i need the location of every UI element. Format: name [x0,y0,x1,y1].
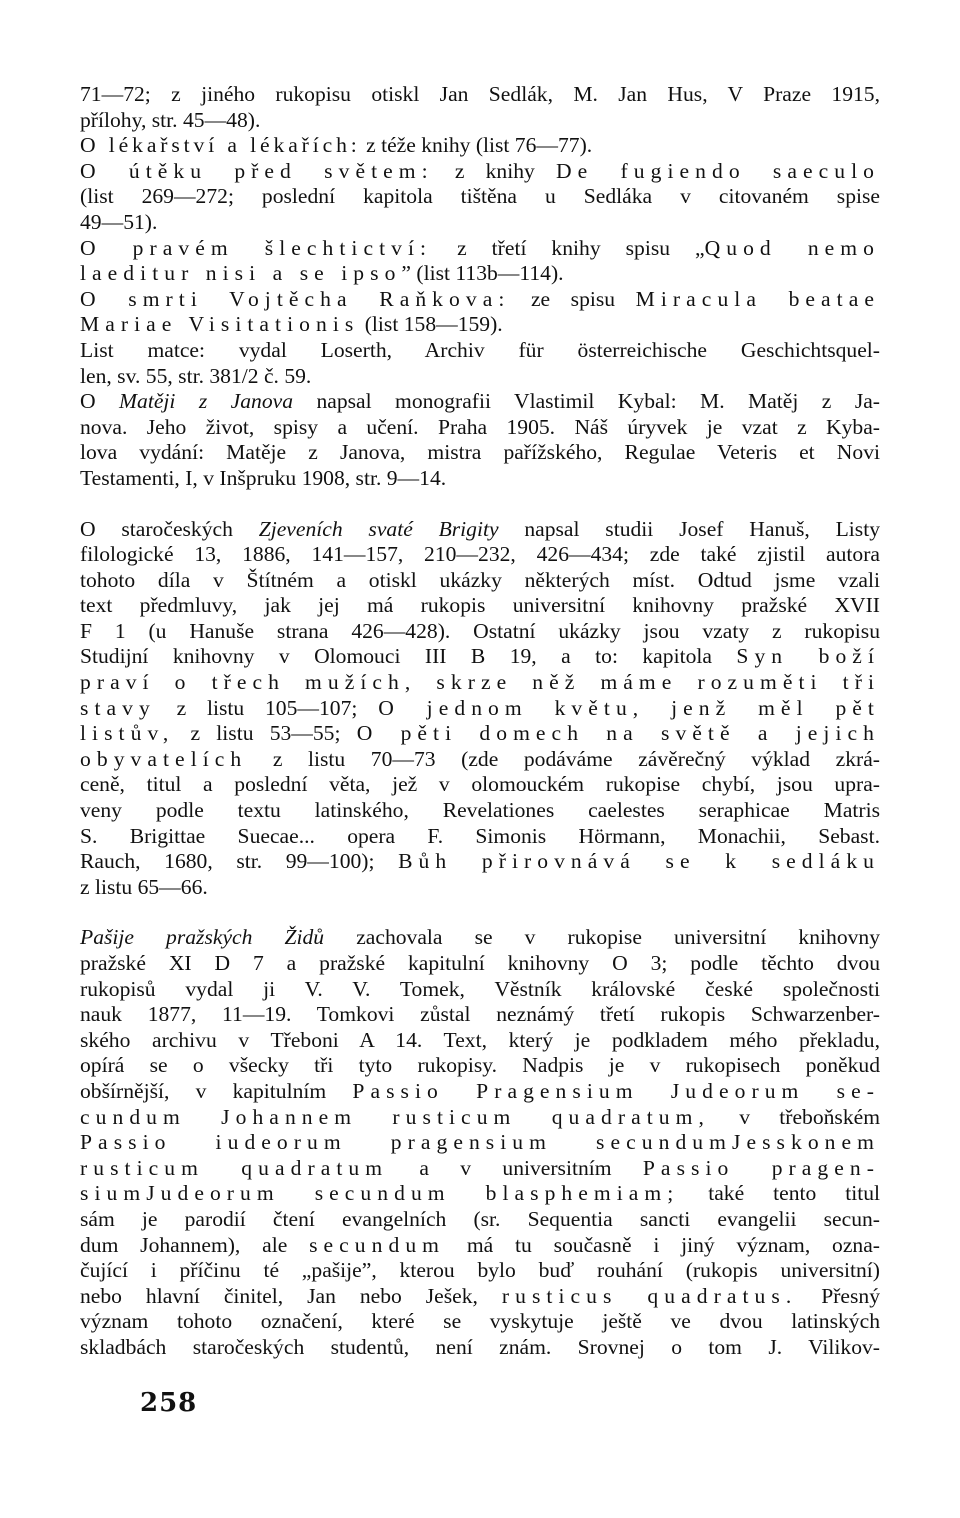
text-line [80,925,880,951]
text-run: z téže knihy (list 76—77). [360,133,593,158]
spaced-title: laeditur nisi a se ipso [80,261,402,286]
text-run: opírá se o všecky tři tyto rukopisy. Nadpis je v rukopisech poněkud [80,1053,880,1078]
text-run: z knihy [433,158,557,183]
text-line [80,159,880,185]
text-line [80,772,880,798]
text-run: Přesný [797,1283,880,1308]
spaced-title: Syn boží [736,644,880,669]
text-run: nebo hlavní činitel, Jan nebo Ješek, [80,1283,502,1308]
text-run: také tento titul [679,1181,880,1206]
text-run: z třetí knihy spisu „ [432,235,705,260]
text-run: filologické 13, 1886, 141—157, 210—232, 426—434; zde také zjistil autora [80,542,880,567]
spaced-title: Mariae Visitationis [80,312,360,337]
text-line [80,747,880,773]
text-line [80,824,880,850]
text-line [80,1309,880,1335]
text-line [80,951,880,977]
spaced-title: cundum Johannem rusticum quadratum, [80,1104,710,1129]
text-line [80,210,880,236]
text-line [80,1105,880,1131]
text-line [80,1181,880,1207]
spaced-title: Passio pragen- [642,1155,880,1180]
text-line [80,415,880,441]
text-run: Rauch, 1680, str. 99—100); [80,849,399,874]
text-run: v třeboňském [709,1104,880,1129]
italic-title: Zjeveních svaté Brigity [258,516,499,541]
spaced-title: O smrti Vojtěcha Raňkova: [80,286,511,311]
spaced-title: secundum [309,1232,446,1257]
section-gap [80,900,880,925]
text-line [80,875,880,901]
text-run: lova vydání: Matěje z Janova, mistra pařížského, Regulae Veteris et Novi [80,440,880,465]
text-line [80,1207,880,1233]
text-line [80,82,880,108]
text-run: len, sv. 55, str. 381/2 č. 59. [80,363,312,388]
text-run: text předmluvy, jak jej má rukopis universitní knihovny pražské XVII [80,593,880,618]
spaced-title: rusticum quadratum [80,1155,389,1180]
text-line [80,108,880,134]
text-run: Testamenti, I, v Inšpruku 1908, str. 9—14. [80,465,447,490]
text-line [80,389,880,415]
text-run: F 1 (u Hanuše strana 426—428). Ostatní ukázky jsou vzaty z rukopisu [80,618,880,643]
text-line [80,133,880,159]
text-line [80,1284,880,1310]
text-run: sám je parodií čtení evangelních (sr. Sequentia sancti evangelii secun- [80,1206,880,1231]
text-line [80,184,880,210]
text-line [80,236,880,262]
spaced-title: Passio iudeorum pragensium secundumJesskonem [80,1130,880,1155]
text-run: veny podle textu latinského, Revelationes caelestes seraphicae Matris [80,798,880,823]
text-run: z listu 70—73 (zde podáváme závěrečný výklad zkrá- [247,746,880,771]
section-gap [80,492,880,517]
paragraph-pasije [80,925,880,1360]
text-line [80,568,880,594]
text-run: tohoto díla v Štítném a otiskl ukázky některých míst. Odtud jsme vzali [80,567,880,592]
text-line [80,1053,880,1079]
text-line [80,1130,880,1156]
spaced-title: Quod nemo [704,235,880,260]
text-line [80,261,880,287]
text-run: 49—51). [80,209,158,234]
spaced-title: listův, [80,721,175,746]
text-line [80,1028,880,1054]
text-run: O [80,389,120,414]
text-run: z listu 65—66. [80,874,208,899]
text-run: napsal studii Josef Hanuš, Listy [498,516,881,541]
text-run: Studijní knihovny v Olomouci III B 19, a to: kapitola [80,644,737,669]
spaced-title: Passio Pragensium Judeorum se- [352,1078,880,1103]
text-run: dum Johannem), ale [80,1232,310,1257]
page-number: 258 [140,1388,198,1418]
text-run: pražské XI D 7 a pražské kapitulní knihovny O 3; podle těchto dvou [80,951,880,975]
text-run: O staročeských [80,516,259,541]
text-run: napsal monografii Vlastimil Kybal: M. Matěj z Ja- [293,389,880,414]
spaced-title: O lékařství a lékařích: [80,133,361,158]
text-run: ského archivu v Třeboni A 14. Text, který je podkladem mého překladu, [80,1027,880,1052]
text-run: čující i příčinu té „pašije”, kterou bylo buď rouhání (rukopis universitní) [80,1258,880,1283]
text-line [80,542,880,568]
paragraph-brigitta [80,517,880,901]
text-run: význam tohoto označení, které se vyskytuje ještě ve dvou latinských [80,1309,880,1334]
text-run: zachovala se v rukopise universitní knihovny [324,925,881,950]
text-run: obšírnější, v kapitulním [80,1078,353,1103]
spaced-title: obyvatelích [80,746,248,771]
text-line [80,644,880,670]
text-line [80,312,880,338]
italic-title: Pašije pražských Židů [80,925,325,950]
spaced-title: praví o třech mužích, skrze něž máme rozuměti tři [80,670,880,695]
text-run: z listu 105—107; [155,695,379,720]
paragraph-sources [80,82,880,492]
text-line [80,849,880,875]
text-line [80,440,880,466]
spaced-title: O jednom květu, jenž měl pět [378,695,880,720]
text-line [80,721,880,747]
text-run: ” (list 113b—114). [401,261,564,286]
text-line [80,1258,880,1284]
spaced-title: De fugiendo saeculo [556,158,881,183]
text-line [80,1079,880,1105]
spaced-title: stavy [80,695,156,720]
text-run: a v universitním [388,1155,643,1180]
text-line [80,593,880,619]
spaced-title: siumJudeorum secundum blasphemiam; [80,1181,680,1206]
spaced-title: O pěti domech na světě a jejich [356,721,880,746]
text-line [80,1233,880,1259]
spaced-title: Miracula beatae [635,286,880,311]
text-column [80,82,880,1361]
text-run: ze spisu [510,286,636,311]
text-run: nauk 1877, 11—19. Tomkovi zůstal neznámý třetí rukopis Schwarzenber- [80,1002,880,1027]
text-run: z listu 53—55; [174,721,357,746]
text-line [80,517,880,543]
text-run: 71—72; z jiného rukopisu otiskl Jan Sedlák, M. Jan Hus, V Praze 1915, [80,82,880,106]
text-line [80,798,880,824]
spaced-title: O pravém šlechtictví: [80,235,433,260]
text-line [80,977,880,1003]
text-line [80,670,880,696]
text-run: (list 269—272; poslední kapitola tištěna u Sedláka v citovaném spise [80,184,880,209]
italic-title: Matěji z Janova [119,389,294,414]
text-run: rukopisů vydal ji V. V. Tomek, Věstník královské české společnosti [80,976,880,1001]
text-line [80,696,880,722]
spaced-title: rusticus quadratus. [501,1283,798,1308]
text-run: má tu současně i jiný význam, ozna- [445,1232,880,1257]
text-line [80,619,880,645]
text-run: ceně, titul a poslední věta, jež v olomouckém rukopise chybí, jsou upra- [80,772,880,797]
text-run: skladbách staročeských studentů, není znám. Srovnej o tom J. Vilikov- [80,1334,880,1359]
text-run: (list 158—159). [359,312,503,337]
text-line [80,338,880,364]
text-line [80,1002,880,1028]
spaced-title: O útěku před světem: [80,158,434,183]
text-line [80,1156,880,1182]
spaced-title: Bůh přirovnává se k sedláku [398,849,881,874]
text-run: List matce: vydal Loserth, Archiv für österreichische Geschichtsquel- [80,337,880,362]
text-run: nova. Jeho život, spisy a učení. Praha 1905. Náš úryvek je vzat z Kyba- [80,414,880,439]
text-line [80,1335,880,1361]
text-line [80,364,880,390]
text-run: přílohy, str. 45—48). [80,107,261,132]
text-run: S. Brigittae Suecae... opera F. Simonis Hörmann, Monachii, Sebast. [80,823,880,848]
text-line [80,287,880,313]
text-line [80,466,880,492]
